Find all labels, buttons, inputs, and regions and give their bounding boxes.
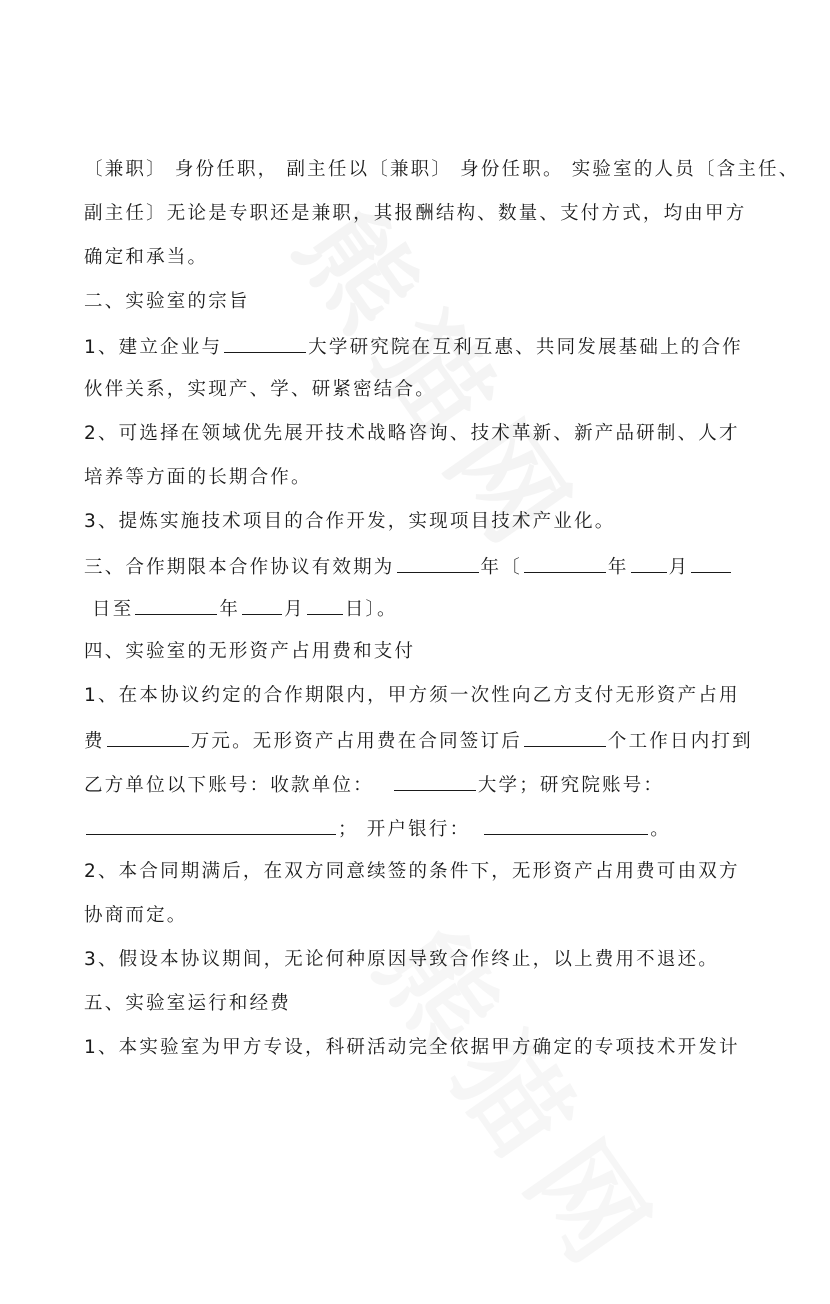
text-line: 1、在本协议约定的合作期限内，甲方须一次性向乙方支付无形资产占用 bbox=[84, 685, 740, 706]
fill-blank[interactable] bbox=[242, 596, 282, 615]
section-heading: 三、合作期限本合作协议有效期为 年〔 年 月 bbox=[84, 554, 733, 580]
text-line: ； 开户银行： 。 bbox=[84, 816, 671, 842]
fill-blank[interactable] bbox=[224, 334, 306, 353]
text-line: 1、本实验室为甲方专设，科研活动完全依据甲方确定的专项技术开发计 bbox=[84, 1037, 740, 1058]
fill-blank[interactable] bbox=[524, 728, 606, 747]
fill-blank[interactable] bbox=[307, 596, 343, 615]
fill-blank[interactable] bbox=[524, 554, 606, 573]
text-line: 培养等方面的长期合作。 bbox=[84, 467, 312, 488]
fill-blank[interactable] bbox=[397, 554, 479, 573]
section-heading: 四、实验室的无形资产占用费和支付 bbox=[84, 641, 416, 662]
fill-blank[interactable] bbox=[484, 816, 648, 835]
fill-blank[interactable] bbox=[691, 554, 731, 573]
fill-blank[interactable] bbox=[631, 554, 667, 573]
text-line: 副主任〕无论是专职还是兼职，其报酬结构、数量、支付方式，均由甲方 bbox=[84, 203, 747, 224]
text-line: 乙方单位以下账号：收款单位： 大学；研究院账号： bbox=[84, 772, 664, 798]
text-line: 2、本合同期满后，在双方同意续签的条件下，无形资产占用费可由双方 bbox=[84, 861, 740, 882]
text-line: 〔兼职〕 身份任职， 副主任以〔兼职〕 身份任职。 实验室的人员〔含主任、 bbox=[84, 159, 800, 180]
text-line: 3、提炼实施技术项目的合作开发，实现项目技术产业化。 bbox=[84, 511, 616, 532]
text-line: 2、可选择在领域优先展开技术战略咨询、技术革新、新产品研制、人才 bbox=[84, 423, 740, 444]
fill-blank[interactable] bbox=[135, 596, 217, 615]
text-line: 费 万元。无形资产占用费在合同签订后 个工作日内打到 bbox=[84, 728, 753, 754]
text-line: 1、建立企业与 大学研究院在互利互惠、共同发展基础上的合作 bbox=[84, 334, 743, 360]
section-heading: 五、实验室运行和经费 bbox=[84, 993, 292, 1014]
text-line: 日至 年 月 日〕。 bbox=[92, 596, 398, 622]
text-line: 确定和承当。 bbox=[84, 247, 209, 268]
text-line: 伙伴关系，实现产、学、研紧密结合。 bbox=[84, 379, 436, 400]
fill-blank[interactable] bbox=[107, 728, 189, 747]
fill-blank[interactable] bbox=[394, 772, 476, 791]
section-heading: 二、实验室的宗旨 bbox=[84, 291, 250, 312]
text-line: 3、假设本协议期间，无论何种原因导致合作终止，以上费用不退还。 bbox=[84, 949, 719, 970]
fill-blank[interactable] bbox=[86, 816, 336, 835]
text-line: 协商而定。 bbox=[84, 905, 188, 926]
